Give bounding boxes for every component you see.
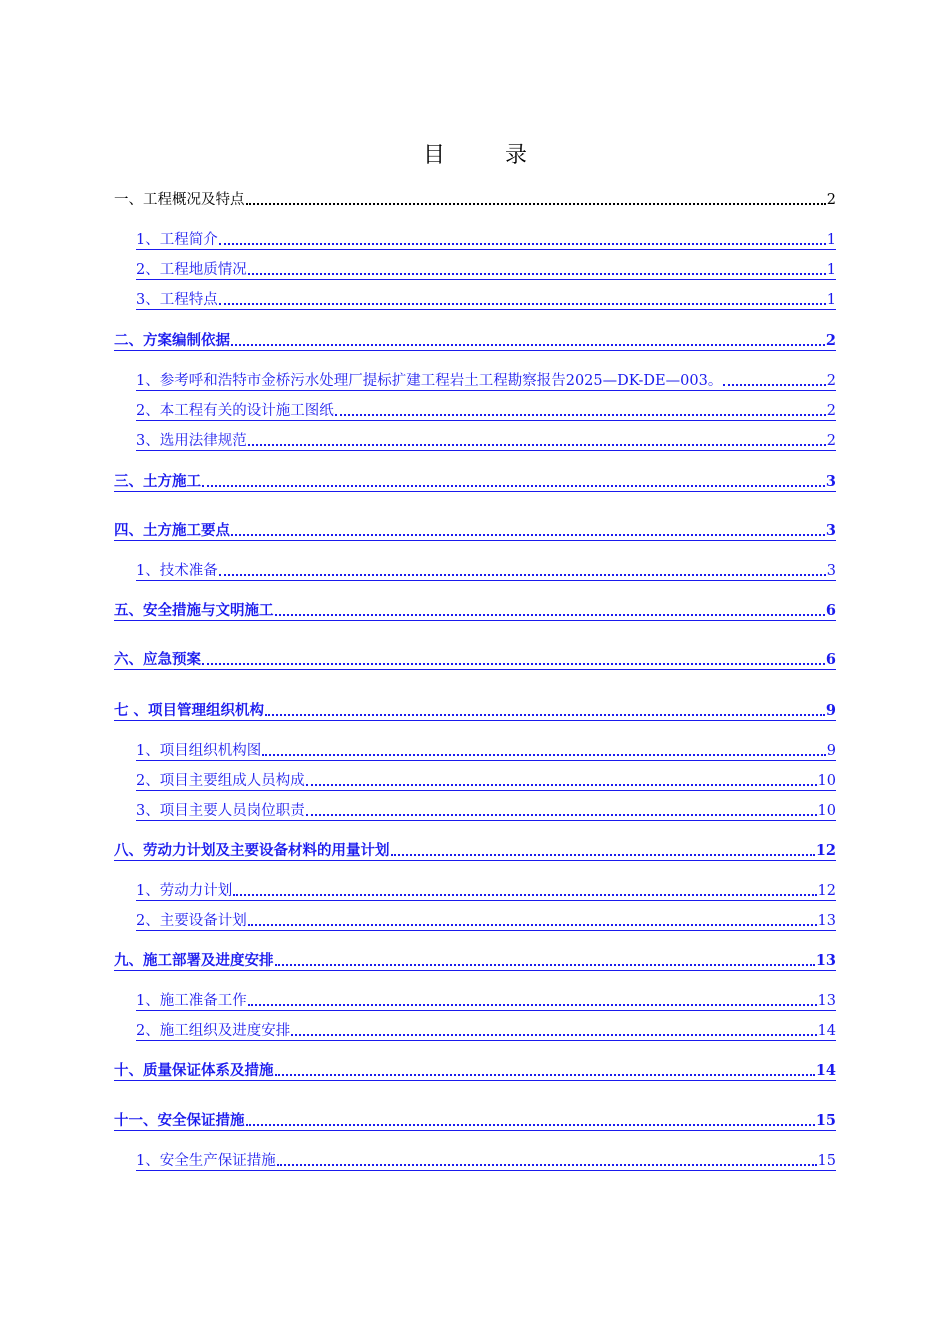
toc-page-number: 2 [826,192,836,208]
dot-leader [265,714,825,716]
toc-subsection-entry[interactable] [136,738,836,761]
dot-leader [291,1034,816,1036]
dot-leader [277,1164,817,1166]
toc-entry-label: 五、安全措施与文明施工 [114,602,274,619]
toc-page-number: 2 [825,332,836,349]
toc-entry-label: 三、土方施工 [114,473,201,490]
toc-section-entry[interactable] [114,518,836,541]
toc-subsection-entry[interactable] [136,257,836,280]
dot-leader [246,203,826,205]
toc-subsection-entry[interactable] [136,558,836,581]
toc-entry-label: 十一、安全保证措施 [114,1112,245,1129]
toc-section-entry[interactable] [114,328,836,351]
toc-section-entry[interactable] [114,187,836,209]
toc-page-number: 9 [826,743,836,759]
dot-leader [231,344,825,346]
dot-leader [248,924,817,926]
dot-leader [231,534,825,536]
toc-page-number: 2 [826,373,836,389]
dot-leader [275,964,815,966]
dot-leader [275,614,825,616]
toc-entry-label: 3、项目主要人员岗位职责 [136,803,305,819]
toc-page-number: 13 [815,952,836,969]
title-char-1: 目 [422,143,445,168]
toc-page-number: 1 [826,232,836,248]
toc-section-entry[interactable] [114,1058,836,1081]
toc-page-number: 6 [825,602,836,619]
toc-page-number: 2 [826,403,836,419]
toc-entry-label: 四、土方施工要点 [114,522,230,539]
toc-entry-label: 2、工程地质情况 [136,262,247,278]
dot-leader [219,574,826,576]
dot-leader [306,784,817,786]
toc-entry-label: 八、劳动力计划及主要设备材料的用量计划 [114,842,390,859]
toc-page-number: 14 [815,1062,836,1079]
dot-leader [233,894,816,896]
toc-subsection-entry[interactable] [136,1018,836,1041]
dot-leader [391,854,815,856]
toc-page-number: 2 [826,433,836,449]
dot-leader [335,414,826,416]
toc-entry-label: 1、参考呼和浩特市金桥污水处理厂提标扩建工程岩土工程勘察报告2025—DK-DE—003。 [136,373,723,389]
toc-section-entry[interactable] [114,838,836,861]
toc-page-number: 13 [817,993,836,1009]
toc-subsection-entry[interactable] [136,398,836,421]
toc-subsection-entry[interactable] [136,768,836,791]
dot-leader [248,1004,817,1006]
dot-leader [248,273,826,275]
toc-subsection-entry[interactable] [136,287,836,310]
toc-page-number: 12 [817,883,836,899]
toc-subsection-entry[interactable] [136,368,836,391]
toc-page-number: 12 [815,842,836,859]
toc-page-number: 3 [825,522,836,539]
toc-section-entry[interactable] [114,469,836,492]
toc-section-entry[interactable] [114,1108,836,1131]
toc-page-number: 1 [826,292,836,308]
toc-page-number: 10 [817,803,836,819]
toc-entry-label: 九、施工部署及进度安排 [114,952,274,969]
toc-entry-label: 1、项目组织机构图 [136,743,262,759]
toc-subsection-entry[interactable] [136,1148,836,1171]
toc-section-entry[interactable] [114,698,836,721]
toc-page-number: 10 [817,773,836,789]
toc-section-entry[interactable] [114,647,836,670]
toc-entry-label: 二、方案编制依据 [114,332,230,349]
toc-subsection-entry[interactable] [136,428,836,451]
toc-entry-label: 1、施工准备工作 [136,993,247,1009]
toc-subsection-entry[interactable] [136,988,836,1011]
toc-entry-label: 1、安全生产保证措施 [136,1153,276,1169]
toc-subsection-entry[interactable] [136,908,836,931]
toc-entry-label: 2、主要设备计划 [136,913,247,929]
toc-page-number: 15 [817,1153,836,1169]
toc-page-number: 9 [825,702,836,719]
toc-entry-label: 六、应急预案 [114,651,201,668]
toc-entry-label: 十、质量保证体系及措施 [114,1062,274,1079]
toc-page-number: 15 [815,1112,836,1129]
dot-leader [219,303,826,305]
toc-subsection-entry[interactable] [136,227,836,250]
toc-entry-label: 2、项目主要组成人员构成 [136,773,305,789]
toc-entry-label: 七 、项目管理组织机构 [114,702,265,719]
toc-entry-label: 3、选用法律规范 [136,433,247,449]
dot-leader [306,814,817,816]
dot-leader [246,1124,815,1126]
toc-entry-label: 一、工程概况及特点 [114,192,245,208]
toc-entry-label: 2、本工程有关的设计施工图纸 [136,403,334,419]
dot-leader [202,485,825,487]
toc-page-number: 13 [817,913,836,929]
toc-section-entry[interactable] [114,948,836,971]
toc-page-number: 3 [825,473,836,490]
dot-leader [202,663,825,665]
toc-section-entry[interactable] [114,598,836,621]
toc-entry-label: 1、劳动力计划 [136,883,233,899]
toc-entry-label: 1、技术准备 [136,563,218,579]
toc-page-number: 6 [825,651,836,668]
title-char-2: 录 [505,143,528,168]
dot-leader [248,444,826,446]
dot-leader [275,1074,815,1076]
toc-subsection-entry[interactable] [136,798,836,821]
dot-leader [723,384,825,386]
page-title [0,138,950,169]
toc-entry-label: 3、工程特点 [136,292,218,308]
toc-page-number: 3 [826,563,836,579]
toc-page-number: 1 [826,262,836,278]
toc-subsection-entry[interactable] [136,878,836,901]
toc-page-number: 14 [817,1023,836,1039]
dot-leader [219,243,826,245]
toc-entry-label: 2、施工组织及进度安排 [136,1023,291,1039]
dot-leader [262,754,826,756]
toc-entry-label: 1、工程简介 [136,232,218,248]
